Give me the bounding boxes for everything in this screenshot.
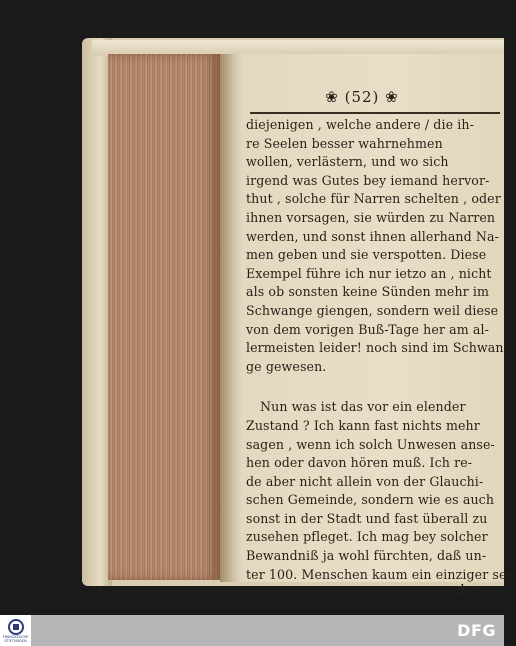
page-number: (52) <box>344 88 380 106</box>
text-line: lermeisten leider! noch sind im Schwan- <box>246 340 508 356</box>
text-line: werden, und sonst ihnen allerhand Na- <box>246 228 499 244</box>
text-line: ge gewesen. <box>246 358 327 374</box>
text-line: irgend was Gutes bey iemand hervor- <box>246 172 490 188</box>
logo-text: FRANCKESCHE STIFTUNGEN <box>2 634 29 643</box>
ornament-right-icon: ❀ <box>385 88 399 106</box>
paragraph-gap <box>246 376 504 398</box>
text-line: diejenigen , welche andere / die ih- <box>246 117 474 132</box>
text-line: Schwange giengen, sondern weil diese <box>246 302 499 318</box>
text-line: schen Gemeinde, sondern wie es auch <box>246 492 495 508</box>
text-line: Exempel führe ich nur ietzo an , nicht <box>246 265 492 281</box>
gutter-shadow <box>220 54 242 582</box>
text-line: Nun was ist das vor ein elender <box>260 399 466 415</box>
footer-bar <box>0 615 504 646</box>
book-page <box>220 54 516 597</box>
catchword: der <box>456 582 478 597</box>
page-edges <box>108 54 220 580</box>
text-line: wollen, verlästern, und wo sich <box>246 154 449 170</box>
text-line: sonst in der Stadt und fast überall zu <box>246 510 488 526</box>
text-line: ter 100. Menschen kaum ein einziger sey, <box>246 566 516 582</box>
text-line: sagen , wenn ich solch Unwesen anse- <box>246 436 495 452</box>
text-line: thut , solche für Narren schelten , oder <box>246 191 501 207</box>
text-line: zusehen pfleget. Ich mag bey solcher <box>246 529 488 545</box>
logo-mark-icon <box>8 619 24 635</box>
text-line: re Seelen besser wahrnehmen <box>246 135 443 151</box>
page-header <box>220 88 504 106</box>
dfg-logo[interactable]: DFG <box>457 621 496 640</box>
text-line: ihnen vorsagen, sie würden zu Narren <box>246 209 496 225</box>
text-line: von dem vorigen Buß-Tage her am al- <box>246 321 490 337</box>
text-line: als ob sonsten keine Sünden mehr im <box>246 284 490 300</box>
franckesche-stiftungen-logo[interactable] <box>0 615 31 646</box>
header-rule <box>250 112 500 114</box>
ornament-left-icon: ❀ <box>325 88 339 106</box>
text-line: Zustand ? Ich kann fast nichts mehr <box>246 417 480 433</box>
text-line: hen oder davon hören muß. Ich re- <box>246 455 473 471</box>
text-line: Bewandniß ja wohl fürchten, daß un- <box>246 548 487 564</box>
text-line: de aber nicht allein von der Glauchi- <box>246 473 484 489</box>
page-text <box>246 116 516 584</box>
text-line: men geben und sie verspotten. Diese <box>246 247 487 263</box>
